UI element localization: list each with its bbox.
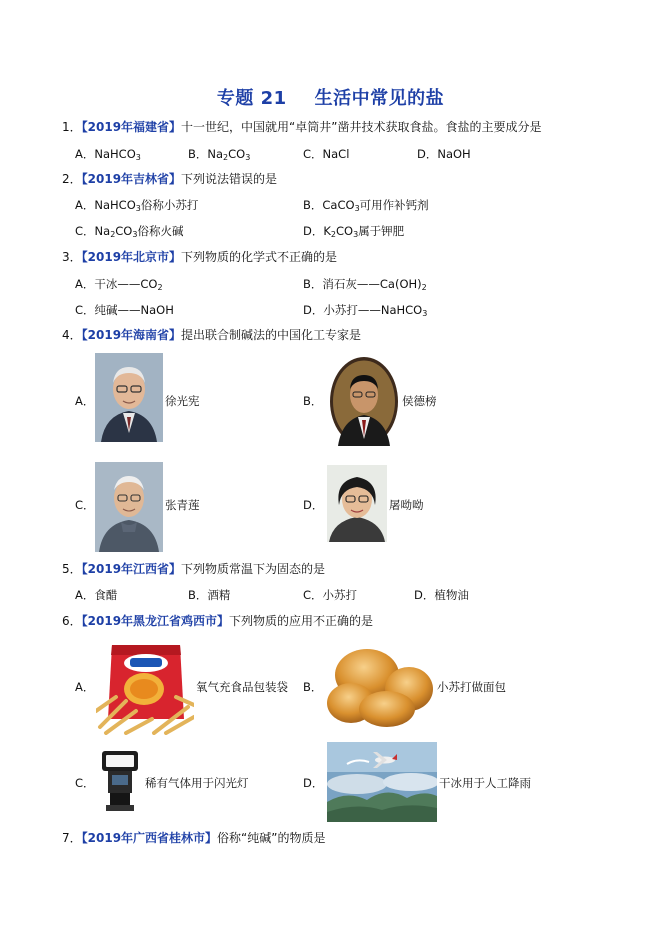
option-4a-letter: A． — [75, 394, 95, 408]
option-5a: A．食醋 — [75, 588, 118, 602]
question-source: 【2019年广西省桂林市】 — [81, 831, 218, 845]
question-5 — [62, 561, 325, 577]
option-5d: D．植物油 — [414, 588, 469, 602]
option-4c-letter: C． — [75, 498, 95, 512]
question-source: 【2019年北京市】 — [81, 250, 182, 264]
question-number: 2． — [62, 172, 82, 186]
option-5b: B．酒精 — [188, 588, 231, 602]
option-6d-label: 干冰用于人工降雨 — [439, 776, 531, 790]
option-2c: C．$Na_2CO_3$俗称火碱 — [75, 224, 184, 239]
option-4d-label: 屠呦呦 — [389, 498, 424, 512]
option-1c: C．NaCl — [303, 147, 350, 161]
option-4a-label: 徐光宪 — [165, 394, 200, 408]
option-3a: A．干冰$——CO_2$ — [75, 277, 163, 292]
camera-flash-image — [96, 747, 144, 813]
option-2d: D．$K_2CO_3$属于钾肥 — [303, 224, 405, 239]
question-stem: 下列说法错误的是 — [181, 172, 278, 186]
option-4c-label: 张青莲 — [165, 498, 200, 512]
question-4 — [62, 327, 361, 343]
question-source: 【2019年吉林省】 — [81, 172, 182, 186]
question-number: 7． — [62, 831, 82, 845]
option-6c-label: 稀有气体用于闪光灯 — [145, 776, 249, 790]
question-source: 【2019年海南省】 — [81, 328, 182, 342]
question-number: 3． — [62, 250, 82, 264]
question-3 — [62, 249, 337, 265]
question-number: 4． — [62, 328, 82, 342]
portrait-zhang-qinglian-image — [95, 462, 163, 552]
question-stem: 俗称“纯碱”的物质是 — [217, 831, 326, 845]
question-number: 1． — [62, 120, 82, 134]
title-prefix: 专题 — [216, 88, 254, 109]
question-stem: 十一世纪，中国就用“卓筒井”凿井技术获取食盐。食盐的主要成分是 — [181, 120, 542, 134]
option-3d: D．小苏打——NaHCO$_3$ — [303, 303, 428, 318]
option-6b-label: 小苏打做面包 — [437, 680, 506, 694]
option-2a: A．NaHCO$_3$俗称小苏打 — [75, 198, 199, 213]
snack-bag-image — [96, 641, 194, 735]
option-6a-letter: A． — [75, 680, 95, 694]
option-5c: C．小苏打 — [303, 588, 358, 602]
question-number: 5． — [62, 562, 82, 576]
question-source: 【2019年江西省】 — [81, 562, 182, 576]
portrait-tu-youyou-image — [327, 465, 387, 542]
option-6c-letter: C． — [75, 776, 95, 790]
portrait-hou-debang-image — [330, 357, 398, 446]
option-4b-label: 侯德榜 — [402, 394, 437, 408]
option-6b-letter: B． — [303, 680, 323, 694]
question-1 — [62, 119, 541, 135]
option-2b: B．CaCO$_3$可用作补钙剂 — [303, 198, 429, 213]
question-7 — [62, 830, 325, 846]
page-title — [0, 84, 661, 110]
option-6a-label: 氧气充食品包装袋 — [196, 680, 288, 694]
question-stem: 下列物质常温下为固态的是 — [181, 562, 326, 576]
question-number: 6． — [62, 614, 82, 628]
title-number: 21 — [260, 88, 287, 109]
option-1d: D．NaOH — [417, 147, 471, 161]
question-source: 【2019年黑龙江省鸡西市】 — [81, 614, 230, 628]
plane-over-clouds-image — [327, 742, 437, 822]
option-4d-letter: D． — [303, 498, 324, 512]
option-3b: B．消石灰$——Ca(OH)_2$ — [303, 277, 427, 292]
question-2 — [62, 171, 277, 187]
option-3c: C．纯碱——NaOH — [75, 303, 174, 317]
title-text: 生活中常见的盐 — [314, 88, 445, 109]
question-6 — [62, 613, 373, 629]
question-stem: 下列物质的应用不正确的是 — [229, 614, 374, 628]
option-1b: B．$Na_2CO_3$ — [188, 147, 251, 162]
option-1a: A．NaHCO$_3$ — [75, 147, 141, 162]
portrait-xu-guangxian-image — [95, 353, 163, 442]
bread-buns-image — [323, 641, 435, 729]
option-6d-letter: D． — [303, 776, 324, 790]
option-4b-letter: B． — [303, 394, 323, 408]
question-stem: 下列物质的化学式不正确的是 — [181, 250, 338, 264]
question-stem: 提出联合制碱法的中国化工专家是 — [181, 328, 362, 342]
question-source: 【2019年福建省】 — [81, 120, 182, 134]
